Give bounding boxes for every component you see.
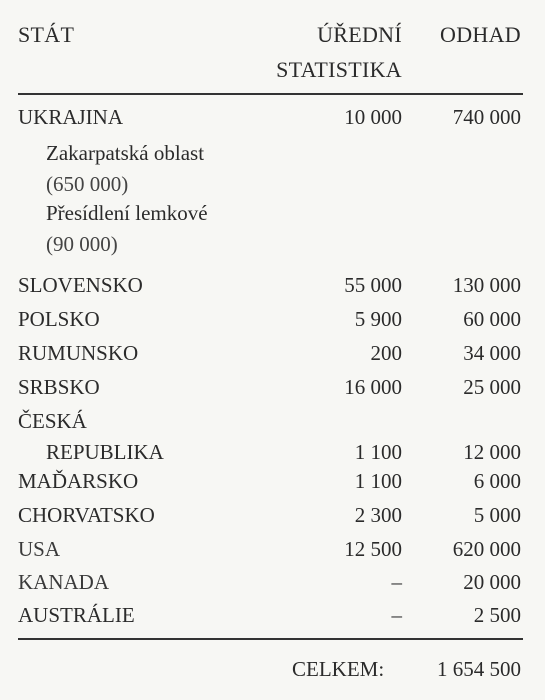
row-state-ceska-line1: ČESKÁ bbox=[18, 409, 87, 433]
row-state-srbsko: SRBSKO bbox=[18, 375, 100, 399]
row-estimate-australie: 2 500 bbox=[473, 603, 521, 627]
row-official-ceska: 1 100 bbox=[354, 440, 402, 464]
row-official-kanada: – bbox=[391, 570, 402, 594]
row-official-chorvatsko: 2 300 bbox=[354, 503, 402, 527]
total-label: CELKEM: bbox=[292, 657, 385, 681]
row-state-polsko: POLSKO bbox=[18, 307, 100, 331]
row-estimate-rumunsko: 34 000 bbox=[463, 341, 521, 365]
row-state-ceska-line2: REPUBLIKA bbox=[46, 440, 164, 464]
row-official-australie: – bbox=[391, 603, 402, 627]
row-state-australie: AUSTRÁLIE bbox=[18, 603, 135, 627]
row-state-rumunsko: RUMUNSKO bbox=[18, 341, 139, 365]
row-state-madarsko: MAĎARSKO bbox=[18, 469, 139, 493]
sub-label-lemkove: Přesídlení lemkové bbox=[46, 201, 208, 225]
header-official-line1: ÚŘEDNÍ bbox=[317, 22, 402, 47]
row-estimate-kanada: 20 000 bbox=[463, 570, 521, 594]
row-official-madarsko: 1 100 bbox=[354, 469, 402, 493]
row-state-ukraine: UKRAJINA bbox=[18, 105, 123, 129]
row-estimate-usa: 620 000 bbox=[452, 537, 521, 561]
row-estimate-ukraine: 740 000 bbox=[452, 105, 521, 129]
row-estimate-chorvatsko: 5 000 bbox=[473, 503, 521, 527]
header-state: STÁT bbox=[18, 22, 75, 47]
header-official-line2: STATISTIKA bbox=[276, 57, 402, 82]
row-estimate-ceska: 12 000 bbox=[463, 440, 521, 464]
row-official-srbsko: 16 000 bbox=[344, 375, 402, 399]
row-state-kanada: KANADA bbox=[18, 570, 109, 594]
row-state-slovensko: SLOVENSKO bbox=[18, 273, 143, 297]
row-estimate-madarsko: 6 000 bbox=[473, 469, 521, 493]
row-estimate-slovensko: 130 000 bbox=[452, 273, 521, 297]
footer-rule bbox=[18, 638, 523, 640]
row-estimate-srbsko: 25 000 bbox=[463, 375, 521, 399]
sub-label-zakarpatska: Zakarpatská oblast bbox=[46, 141, 205, 165]
row-state-usa: USA bbox=[18, 537, 61, 561]
row-official-usa: 12 500 bbox=[344, 537, 402, 561]
row-official-polsko: 5 900 bbox=[354, 307, 402, 331]
header-estimate: ODHAD bbox=[440, 22, 521, 47]
sub-value-lemkove: (90 000) bbox=[46, 232, 118, 256]
row-state-chorvatsko: CHORVATSKO bbox=[18, 503, 155, 527]
row-official-ukraine: 10 000 bbox=[344, 105, 402, 129]
sub-value-zakarpatska: (650 000) bbox=[46, 172, 129, 196]
header-rule bbox=[18, 93, 523, 95]
row-estimate-polsko: 60 000 bbox=[463, 307, 521, 331]
row-official-slovensko: 55 000 bbox=[344, 273, 402, 297]
total-value: 1 654 500 bbox=[437, 657, 521, 681]
row-official-rumunsko: 200 bbox=[370, 341, 402, 365]
